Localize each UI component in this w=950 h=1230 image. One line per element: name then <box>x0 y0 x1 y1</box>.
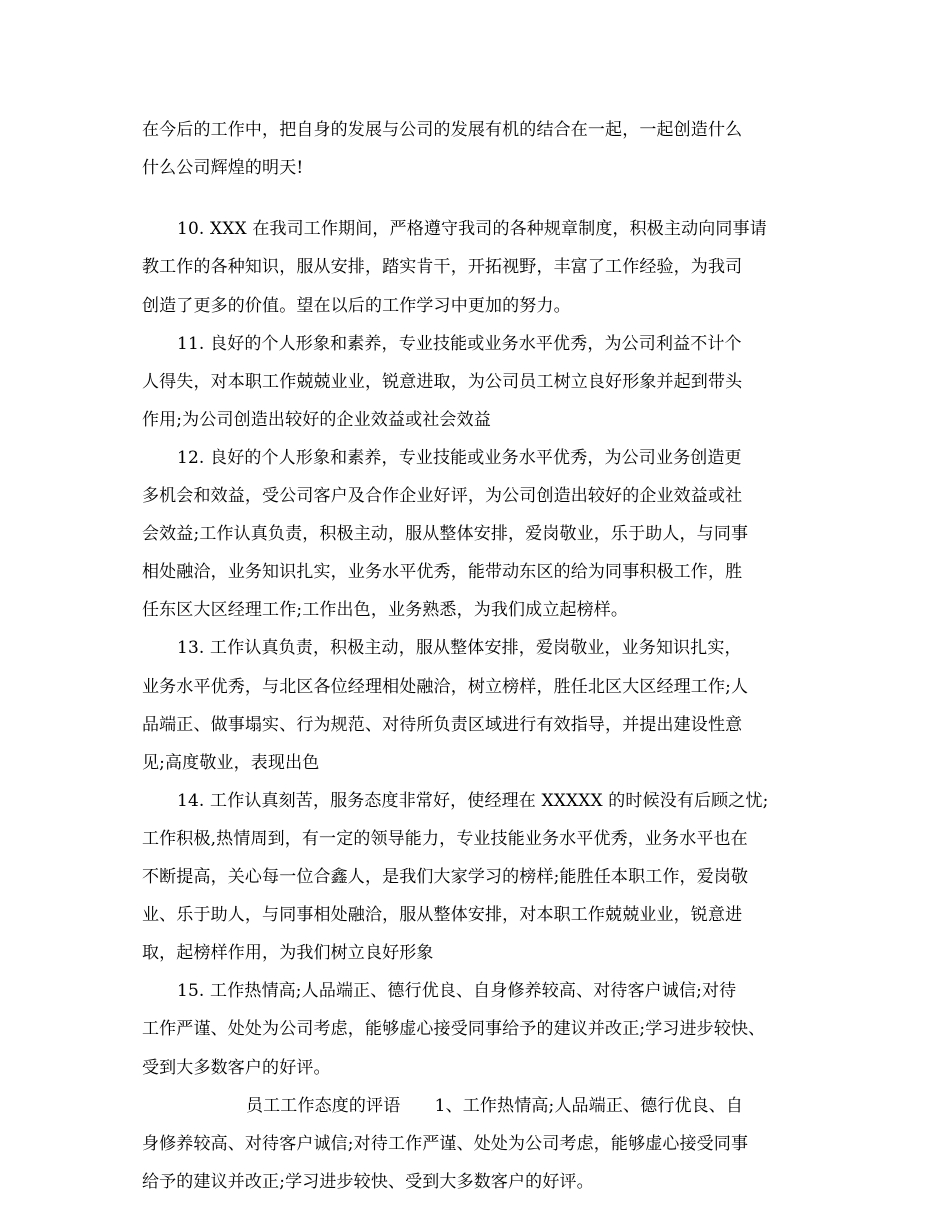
paragraph-11-start: 11. 良好的个人形象和素养，专业技能或业务水平优秀，为公司利益不计个 <box>177 334 742 354</box>
text-line: 工作严谨、处处为公司考虑，能够虚心接受同事给予的建议并改正;学习进步较快、 <box>142 1019 766 1039</box>
section-heading-line: 员工工作态度的评语 1、工作热情高;人品端正、德行优良、自 <box>246 1096 744 1116</box>
text-line: 受到大多数客户的好评。 <box>142 1058 331 1078</box>
text-line: 任东区大区经理工作;工作出色，业务熟悉，为我们成立起榜样。 <box>142 600 629 620</box>
text-line: 不断提高，关心每一位合鑫人，是我们大家学习的榜样;能胜任本职工作，爱岗敬 <box>142 867 749 887</box>
text-line: 什么公司辉煌的明天! <box>142 158 304 178</box>
text-line: 给予的建议并改正;学习进步较快、受到大多数客户的好评。 <box>142 1172 594 1192</box>
paragraph-15-start: 15. 工作热情高;人品端正、德行优良、自身修养较高、对待客户诚信;对待 <box>177 981 737 1001</box>
paragraph-14-start: 14. 工作认真刻苦，服务态度非常好，使经理在 XXXXX 的时候没有后顾之忧; <box>177 791 769 811</box>
text-line: 相处融洽，业务知识扎实，业务水平优秀，能带动东区的给为同事积极工作，胜 <box>142 562 743 582</box>
text-line: 在今后的工作中，把自身的发展与公司的发展有机的结合在一起，一起创造什么 <box>142 120 743 140</box>
text-line: 工作积极,热情周到，有一定的领导能力，专业技能业务水平优秀，业务水平也在 <box>142 829 748 849</box>
text-line: 创造了更多的价值。望在以后的工作学习中更加的努力。 <box>142 296 571 316</box>
paragraph-12-start: 12. 良好的个人形象和素养，专业技能或业务水平优秀，为公司业务创造更 <box>177 448 742 468</box>
text-line: 品端正、做事塌实、行为规范、对待所负责区域进行有效指导，并提出建设性意 <box>142 715 743 735</box>
paragraph-10-start: 10. XXX 在我司工作期间，严格遵守我司的各种规章制度，积极主动向同事请 <box>177 219 767 239</box>
text-line: 身修养较高、对待客户诚信;对待工作严谨、处处为公司考虑，能够虚心接受同事 <box>142 1134 749 1154</box>
text-line: 业、乐于助人，与同事相处融洽，服从整体安排，对本职工作兢兢业业，锐意进 <box>142 905 743 925</box>
text-line: 会效益;工作认真负责，积极主动，服从整体安排，爱岗敬业，乐于助人，与同事 <box>142 524 749 544</box>
text-line: 人得失，对本职工作兢兢业业，锐意进取，为公司员工树立良好形象并起到带头 <box>142 372 743 392</box>
text-line: 取，起榜样作用，为我们树立良好形象 <box>142 943 434 963</box>
text-line: 多机会和效益，受公司客户及合作企业好评，为公司创造出较好的企业效益或社 <box>142 486 743 506</box>
text-line: 作用;为公司创造出较好的企业效益或社会效益 <box>142 410 491 430</box>
paragraph-13-start: 13. 工作认真负责，积极主动，服从整体安排，爱岗敬业，业务知识扎实， <box>177 638 742 658</box>
text-line: 见;高度敬业，表现出色 <box>142 753 320 773</box>
text-line: 业务水平优秀，与北区各位经理相处融洽，树立榜样，胜任北区大区经理工作;人 <box>142 677 749 697</box>
text-line: 教工作的各种知识，服从安排，踏实肯干，开拓视野，丰富了工作经验，为我司 <box>142 257 743 277</box>
